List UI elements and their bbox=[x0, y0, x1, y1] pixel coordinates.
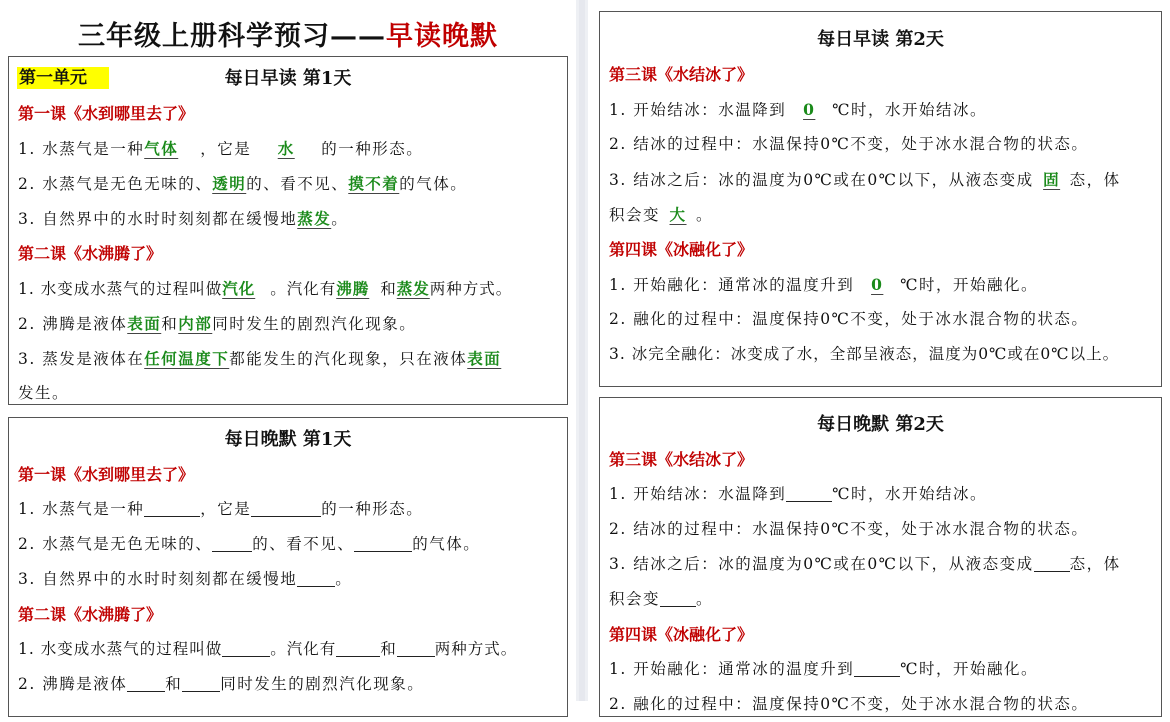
text-line: 3. 结冰之后：冰的温度为0℃或在0℃以下，从液态变成 固 态，体 bbox=[600, 162, 1161, 197]
text-line: 3. 自然界中的水时时刻刻都在缓慢地蒸发。 bbox=[9, 201, 567, 236]
text-line: 2. 结冰的过程中：水温保持0℃不变，处于冰水混合物的状态。 bbox=[609, 520, 1089, 538]
text-line: 1. 开始融化：通常冰的温度升到 0 ℃时，开始融化。 bbox=[600, 267, 1161, 302]
answer: 0 bbox=[803, 100, 816, 119]
text-line: 3. 自然界中的水时时刻刻都在缓慢地 。 bbox=[9, 562, 567, 597]
answer: 汽化 bbox=[222, 279, 256, 298]
answer: 大 bbox=[669, 205, 687, 224]
title-accent: 早读晚默 bbox=[386, 21, 498, 52]
fill-blank[interactable] bbox=[854, 656, 900, 677]
fill-blank[interactable] bbox=[222, 636, 270, 657]
fill-blank[interactable] bbox=[212, 531, 252, 552]
lesson-title: 第四课《冰融化了》 bbox=[609, 625, 754, 644]
lesson-title: 第三课《水结冰了》 bbox=[609, 450, 754, 469]
box-title: 每日晚默 第1天 bbox=[224, 429, 352, 450]
lesson-title: 第二课《水沸腾了》 bbox=[18, 244, 163, 263]
answer: 0 bbox=[871, 275, 884, 294]
text-line: 2. 水蒸气是无色无味的、 的、看不见、 的气体。 bbox=[9, 527, 567, 562]
fill-blank[interactable] bbox=[1034, 551, 1070, 572]
box-title: 每日晚默 第2天 bbox=[817, 414, 944, 435]
text-line: 3. 冰完全融化：冰变成了水，全部呈液态，温度为0℃或在0℃以上。 bbox=[609, 345, 1120, 363]
text-line: 2. 沸腾是液体表面和内部同时发生的剧烈汽化现象。 bbox=[9, 306, 567, 341]
answer: 固 bbox=[1043, 170, 1061, 189]
answer: 透明 bbox=[212, 174, 247, 193]
fill-blank[interactable] bbox=[354, 531, 412, 552]
fill-blank[interactable] bbox=[127, 671, 165, 692]
answer: 表面 bbox=[127, 314, 162, 333]
left-page bbox=[0, 0, 576, 701]
answer: 蒸发 bbox=[297, 209, 332, 228]
text-line: 1. 水变成水蒸气的过程叫做汽化 。汽化有沸腾 和蒸发两种方式。 bbox=[9, 271, 567, 306]
lesson-title: 第二课《水沸腾了》 bbox=[18, 605, 163, 624]
fill-blank[interactable] bbox=[144, 496, 200, 517]
lesson-title: 第一课《水到哪里去了》 bbox=[18, 465, 195, 484]
text-line: 2. 沸腾是液体 和 同时发生的剧烈汽化现象。 bbox=[9, 667, 567, 702]
fill-blank[interactable] bbox=[336, 636, 380, 657]
lesson-title: 第三课《水结冰了》 bbox=[609, 65, 754, 84]
fill-blank[interactable] bbox=[786, 481, 832, 502]
fill-blank[interactable] bbox=[660, 586, 696, 607]
evening-recall-day2-box bbox=[599, 397, 1162, 717]
answer: 气体 bbox=[144, 139, 179, 158]
morning-reading-day1-box bbox=[8, 56, 568, 405]
text-line: 2. 结冰的过程中：水温保持0℃不变，处于冰水混合物的状态。 bbox=[609, 135, 1089, 153]
text-line: 1. 开始结冰：水温降到 0 ℃时，水开始结冰。 bbox=[600, 92, 1161, 127]
unit-tag: 第一单元 bbox=[17, 67, 109, 89]
answer: 摸不着 bbox=[348, 174, 400, 193]
fill-blank[interactable] bbox=[297, 566, 335, 587]
text-line: 2. 融化的过程中：温度保持0℃不变，处于冰水混合物的状态。 bbox=[609, 310, 1089, 328]
answer: 蒸发 bbox=[396, 279, 430, 298]
lesson-title: 第一课《水到哪里去了》 bbox=[18, 104, 195, 123]
text-line: 1. 水蒸气是一种 ，它是 的一种形态。 bbox=[9, 492, 567, 527]
text-line: 发生。 bbox=[18, 384, 70, 402]
answer: 沸腾 bbox=[336, 279, 370, 298]
text-line: 积会变 大 。 bbox=[600, 197, 1161, 232]
right-page bbox=[588, 0, 1170, 713]
answer: 内部 bbox=[178, 314, 213, 333]
title-main: 三年级上册科学预习—— bbox=[78, 21, 386, 52]
fill-blank[interactable] bbox=[251, 496, 321, 517]
lesson-title: 第四课《冰融化了》 bbox=[609, 240, 754, 259]
text-line: 1. 水变成水蒸气的过程叫做 。汽化有 和 两种方式。 bbox=[9, 632, 567, 667]
answer: 水 bbox=[277, 139, 295, 158]
box-title: 第一单元 每日早读 第1天 bbox=[19, 68, 352, 89]
text-line: 积会变 。 bbox=[600, 582, 1161, 617]
fill-blank[interactable] bbox=[397, 636, 435, 657]
page-divider bbox=[579, 0, 585, 701]
morning-reading-day2-box bbox=[599, 11, 1162, 387]
text-line: 2. 融化的过程中：温度保持0℃不变，处于冰水混合物的状态。 bbox=[609, 695, 1089, 713]
text-line: 1. 水蒸气是一种气体 ，它是 水 的一种形态。 bbox=[9, 131, 567, 166]
answer: 表面 bbox=[467, 349, 502, 368]
text-line: 2. 水蒸气是无色无味的、透明的、看不见、摸不着的气体。 bbox=[9, 166, 567, 201]
text-line: 3. 结冰之后：冰的温度为0℃或在0℃以下，从液态变成 态，体 bbox=[600, 547, 1161, 582]
fill-blank[interactable] bbox=[182, 671, 220, 692]
text-line: 3. 蒸发是液体在任何温度下都能发生的汽化现象，只在液体表面 bbox=[9, 341, 567, 376]
text-line: 1. 开始结冰：水温降到 ℃时，水开始结冰。 bbox=[600, 477, 1161, 512]
evening-recall-day1-box bbox=[8, 417, 568, 717]
box-title: 每日早读 第2天 bbox=[817, 29, 944, 50]
document-title bbox=[0, 14, 576, 53]
answer: 任何温度下 bbox=[144, 349, 230, 368]
text-line: 1. 开始融化：通常冰的温度升到 ℃时，开始融化。 bbox=[600, 652, 1161, 687]
